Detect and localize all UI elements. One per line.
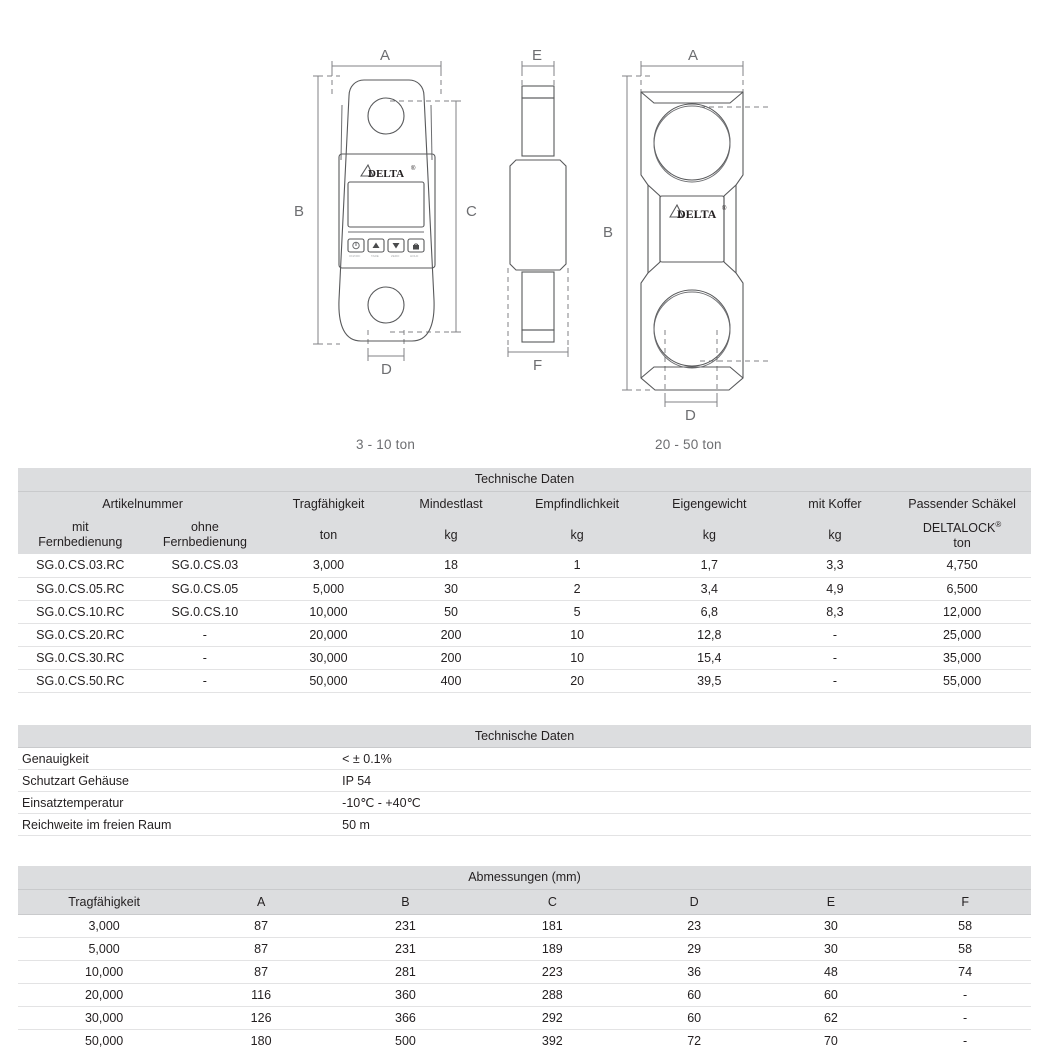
cell-artikel-ohne: - [143, 669, 268, 692]
cell-eigengewicht: 3,4 [642, 577, 777, 600]
cell-schaekel: 4,750 [893, 554, 1031, 577]
cell-artikel-mit: SG.0.CS.10.RC [18, 600, 143, 623]
table-title-row [18, 468, 1031, 491]
dimension-D-right [665, 330, 717, 424]
cell-f: 74 [899, 960, 1031, 983]
spacer-1 [0, 693, 1049, 725]
deltalock-unit: ton [953, 535, 971, 550]
cell-empfindlichkeit: 5 [512, 600, 642, 623]
dim-header-b: B [332, 889, 479, 914]
technical-data-title: Technische Daten [18, 468, 1031, 491]
cell-mindestlast: 50 [390, 600, 513, 623]
cell-schaekel: 55,000 [893, 669, 1031, 692]
cell-empfindlichkeit: 20 [512, 669, 642, 692]
cell-artikel-mit: SG.0.CS.50.RC [18, 669, 143, 692]
spec-value-reichweite: 50 m [342, 814, 1031, 836]
header-eigengewicht: Eigengewicht [642, 491, 777, 516]
technical-data-table-wrap [18, 468, 1031, 693]
cell-schaekel: 6,500 [893, 577, 1031, 600]
table-row [18, 1006, 1031, 1029]
cell-tragfaehigkeit: 20,000 [267, 623, 390, 646]
cell-tragfaehigkeit: 10,000 [18, 960, 190, 983]
cell-d: 29 [626, 937, 763, 960]
cell-mit-koffer: - [777, 646, 893, 669]
svg-text:®: ® [411, 166, 416, 172]
table-row [18, 914, 1031, 937]
technical-data-table [18, 468, 1031, 693]
unit-kg-koffer: kg [777, 516, 893, 554]
dimension-A-left [332, 47, 441, 96]
subheader-line2: Fernbedienung [162, 535, 247, 549]
header-empfindlichkeit: Empfindlichkeit [512, 491, 642, 516]
registered-mark-icon: ® [995, 519, 1002, 529]
header-tragfaehigkeit: Tragfähigkeit [267, 491, 390, 516]
table-row [18, 600, 1031, 623]
cell-empfindlichkeit: 10 [512, 646, 642, 669]
cell-tragfaehigkeit: 20,000 [18, 983, 190, 1006]
cell-tragfaehigkeit: 50,000 [267, 669, 390, 692]
keypad [348, 239, 424, 252]
cell-tragfaehigkeit: 30,000 [18, 1006, 190, 1029]
cell-schaekel: 35,000 [893, 646, 1031, 669]
cell-schaekel: 12,000 [893, 600, 1031, 623]
dimension-F-middle [508, 268, 568, 374]
table-group-header-row [18, 491, 1031, 516]
table-row [18, 937, 1031, 960]
cell-tragfaehigkeit: 3,000 [267, 554, 390, 577]
unit-kg-eigengewicht: kg [642, 516, 777, 554]
dim-header-d: D [626, 889, 763, 914]
cell-artikel-mit: SG.0.CS.20.RC [18, 623, 143, 646]
specs-table [18, 725, 1031, 837]
cell-b: 231 [332, 937, 479, 960]
cell-d: 23 [626, 914, 763, 937]
table-row [18, 646, 1031, 669]
spec-label-genauigkeit: Genauigkeit [18, 748, 342, 770]
dimension-label-E: E [532, 47, 543, 64]
dimensions-title-row [18, 866, 1031, 889]
cell-mit-koffer: - [777, 669, 893, 692]
header-artikelnummer: Artikelnummer [18, 491, 267, 516]
cell-d: 72 [626, 1029, 763, 1050]
dim-header-tragfaehigkeit: Tragfähigkeit [18, 889, 190, 914]
cell-a: 180 [190, 1029, 332, 1050]
header-mit-koffer: mit Koffer [777, 491, 893, 516]
cell-schaekel: 25,000 [893, 623, 1031, 646]
cell-d: 36 [626, 960, 763, 983]
cell-eigengewicht: 6,8 [642, 600, 777, 623]
cell-e: 30 [763, 914, 900, 937]
cell-tragfaehigkeit: 10,000 [267, 600, 390, 623]
drawings-svg [0, 0, 1049, 468]
unit-deltalock-ton [893, 516, 1031, 554]
cell-mindestlast: 400 [390, 669, 513, 692]
caption-right-drawing: 20 - 50 ton [655, 437, 722, 452]
cell-f: 58 [899, 937, 1031, 960]
cell-eigengewicht: 12,8 [642, 623, 777, 646]
cell-mit-koffer: 3,3 [777, 554, 893, 577]
header-passender-schaekel: Passender Schäkel [893, 491, 1031, 516]
table-row [18, 960, 1031, 983]
svg-text:HOLD: HOLD [410, 254, 419, 258]
cell-eigengewicht: 15,4 [642, 646, 777, 669]
dimension-label-B-right: B [603, 224, 614, 241]
cell-f: - [899, 983, 1031, 1006]
dimension-label-A-left: A [380, 47, 391, 64]
dimension-label-A-right: A [688, 47, 699, 64]
cell-artikel-ohne: - [143, 623, 268, 646]
specs-title: Technische Daten [18, 725, 1031, 748]
caption-left-drawing: 3 - 10 ton [356, 437, 416, 452]
cell-a: 116 [190, 983, 332, 1006]
subheader-line1: mit [71, 520, 89, 535]
specs-title-row [18, 725, 1031, 748]
cell-b: 500 [332, 1029, 479, 1050]
cell-e: 60 [763, 983, 900, 1006]
drawing-middle-side-view [508, 47, 568, 374]
cell-artikel-ohne: SG.0.CS.05 [143, 577, 268, 600]
dimension-B-left [294, 76, 340, 344]
unit-kg-mindestlast: kg [390, 516, 513, 554]
cell-artikel-ohne: SG.0.CS.03 [143, 554, 268, 577]
cell-tragfaehigkeit: 50,000 [18, 1029, 190, 1050]
cell-e: 70 [763, 1029, 900, 1050]
cell-f: - [899, 1006, 1031, 1029]
svg-text:TARE: TARE [371, 254, 379, 258]
control-faceplate [339, 154, 435, 268]
spec-label-einsatztemperatur: Einsatztemperatur [18, 792, 342, 814]
cell-d: 60 [626, 983, 763, 1006]
svg-text:®: ® [722, 206, 727, 212]
cell-c: 392 [479, 1029, 626, 1050]
unit-ton: ton [267, 516, 390, 554]
dimension-label-C-left: C [466, 203, 477, 220]
cell-artikel-ohne: - [143, 646, 268, 669]
cell-c: 189 [479, 937, 626, 960]
spec-label-schutzart: Schutzart Gehäuse [18, 770, 342, 792]
spec-row [18, 792, 1031, 814]
dimensions-table [18, 866, 1031, 1050]
cell-e: 30 [763, 937, 900, 960]
cell-eigengewicht: 39,5 [642, 669, 777, 692]
deltalock-brand: DELTALOCK [922, 520, 996, 535]
dimension-label-D-left: D [381, 361, 392, 378]
label-plate [660, 196, 724, 262]
table-row [18, 577, 1031, 600]
cell-d: 60 [626, 1006, 763, 1029]
cell-b: 281 [332, 960, 479, 983]
svg-text:ON/OFF: ON/OFF [349, 254, 361, 258]
dimensions-table-wrap [18, 866, 1031, 1050]
cell-a: 126 [190, 1006, 332, 1029]
cell-c: 292 [479, 1006, 626, 1029]
dimension-A-right [641, 47, 743, 92]
dimension-D-left [368, 330, 404, 378]
cell-b: 366 [332, 1006, 479, 1029]
cell-mit-koffer: 8,3 [777, 600, 893, 623]
cell-mit-koffer: 4,9 [777, 577, 893, 600]
svg-text:ZERO: ZERO [391, 254, 400, 258]
specs-table-wrap [18, 725, 1031, 837]
cell-mindestlast: 200 [390, 646, 513, 669]
spec-label-reichweite: Reichweite im freien Raum [18, 814, 342, 836]
table-row [18, 623, 1031, 646]
cell-f: 58 [899, 914, 1031, 937]
technical-drawings [0, 0, 1049, 468]
dimension-label-D-right: D [685, 407, 696, 424]
spec-value-genauigkeit: < ± 0.1% [342, 748, 1031, 770]
cell-e: 48 [763, 960, 900, 983]
cell-empfindlichkeit: 1 [512, 554, 642, 577]
spec-value-einsatztemperatur: -10℃ - +40℃ [342, 792, 1031, 814]
dim-header-c: C [479, 889, 626, 914]
table-row [18, 669, 1031, 692]
cell-mindestlast: 200 [390, 623, 513, 646]
cell-b: 360 [332, 983, 479, 1006]
dim-header-e: E [763, 889, 900, 914]
cell-mindestlast: 18 [390, 554, 513, 577]
delta-logo-left [361, 165, 416, 180]
cell-empfindlichkeit: 2 [512, 577, 642, 600]
cell-mit-koffer: - [777, 623, 893, 646]
cell-artikel-mit: SG.0.CS.30.RC [18, 646, 143, 669]
subheader-line2: Fernbedienung [38, 535, 123, 549]
dimension-label-B-left: B [294, 203, 305, 220]
dimension-B-right [603, 76, 650, 390]
spec-value-schutzart: IP 54 [342, 770, 1031, 792]
cell-empfindlichkeit: 10 [512, 623, 642, 646]
spec-row [18, 748, 1031, 770]
cell-artikel-ohne: SG.0.CS.10 [143, 600, 268, 623]
spec-row [18, 770, 1031, 792]
table-unit-header-row [18, 516, 1031, 554]
cell-mindestlast: 30 [390, 577, 513, 600]
drawing-right-front-view [603, 47, 770, 424]
cell-c: 288 [479, 983, 626, 1006]
dimension-E-middle [522, 47, 554, 86]
spacer-2 [0, 836, 1049, 866]
dim-header-f: F [899, 889, 1031, 914]
dim-header-a: A [190, 889, 332, 914]
table-row [18, 983, 1031, 1006]
cell-f: - [899, 1029, 1031, 1050]
cell-artikel-mit: SG.0.CS.03.RC [18, 554, 143, 577]
unit-kg-empfindlichkeit: kg [512, 516, 642, 554]
table-row [18, 1029, 1031, 1050]
header-mindestlast: Mindestlast [390, 491, 513, 516]
svg-text:DELTA: DELTA [368, 168, 405, 180]
subheader-ohne-fernbedienung [143, 516, 268, 554]
subheader-mit-fernbedienung [18, 516, 143, 554]
cell-artikel-mit: SG.0.CS.05.RC [18, 577, 143, 600]
dimensions-header-row [18, 889, 1031, 914]
cell-a: 87 [190, 914, 332, 937]
cell-tragfaehigkeit: 5,000 [267, 577, 390, 600]
drawing-left-front-view [294, 47, 477, 378]
spec-row [18, 814, 1031, 836]
cell-a: 87 [190, 960, 332, 983]
dimension-label-F: F [533, 357, 543, 374]
cell-b: 231 [332, 914, 479, 937]
cell-c: 181 [479, 914, 626, 937]
cell-eigengewicht: 1,7 [642, 554, 777, 577]
cell-tragfaehigkeit: 3,000 [18, 914, 190, 937]
cell-tragfaehigkeit: 5,000 [18, 937, 190, 960]
cell-e: 62 [763, 1006, 900, 1029]
cell-tragfaehigkeit: 30,000 [267, 646, 390, 669]
cell-a: 87 [190, 937, 332, 960]
lcd-screen [348, 182, 424, 227]
table-row [18, 554, 1031, 577]
svg-text:DELTA: DELTA [677, 207, 717, 221]
cell-c: 223 [479, 960, 626, 983]
subheader-line1: ohne [190, 520, 219, 535]
dimensions-title: Abmessungen (mm) [18, 866, 1031, 889]
delta-logo-right [670, 205, 727, 221]
